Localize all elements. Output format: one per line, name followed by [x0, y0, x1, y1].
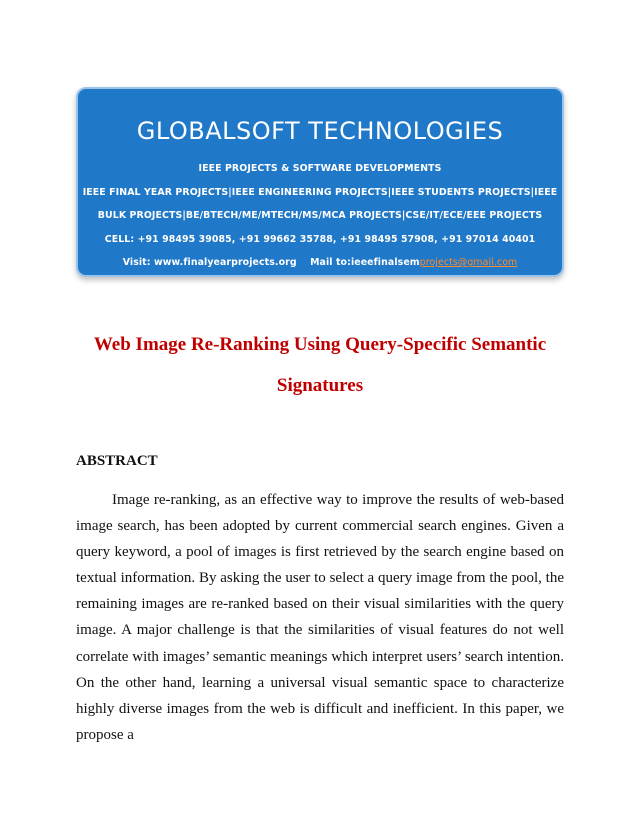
paper-title-line-1: Web Image Re-Ranking Using Query-Specific Semantic	[93, 334, 547, 355]
banner-projects-line-1: IEEE FINAL YEAR PROJECTS|IEEE ENGINEERING PROJECTS|IEEE STUDENTS PROJECTS|IEEE	[82, 187, 558, 198]
banner-contact-line	[78, 257, 562, 268]
abstract-text: Image re-ranking, as an effective way to improve the results of web-based image search, has been adopted by current commercial search engines. Given a query keyword, a pool of images is first retrieved by the search engine based on textual information. By asking the user to select a query image from the pool, the remaining images are re-ranked based on their visual similarities with the query image. A major challenge is that the similarities of visual features do not well correlate with images’ semantic meanings which interpret users’ search intention. On the other hand, learning a universal visual semantic space to characterize highly diverse images from the web is difficult and inefficient. In this paper, we propose a	[76, 492, 564, 743]
company-banner	[76, 87, 564, 277]
banner-phone-numbers: CELL: +91 98495 39085, +91 99662 35788, +91 98495 57908, +91 97014 40401	[104, 234, 536, 245]
abstract-heading: ABSTRACT	[76, 453, 158, 469]
email-link[interactable]: projects@gmail.com	[419, 257, 518, 268]
company-name: GLOBALSOFT TECHNOLOGIES	[136, 117, 504, 145]
website-text: Visit: www.finalyearprojects.org	[122, 257, 297, 268]
paper-title-line-2: Signatures	[276, 375, 364, 396]
mail-prefix-text: Mail to:ieeefinalsem	[310, 257, 420, 268]
banner-tagline: IEEE PROJECTS & SOFTWARE DEVELOPMENTS	[198, 163, 442, 174]
banner-projects-line-2: BULK PROJECTS|BE/BTECH/ME/MTECH/MS/MCA PROJECTS|CSE/IT/ECE/EEE PROJECTS	[97, 210, 543, 221]
